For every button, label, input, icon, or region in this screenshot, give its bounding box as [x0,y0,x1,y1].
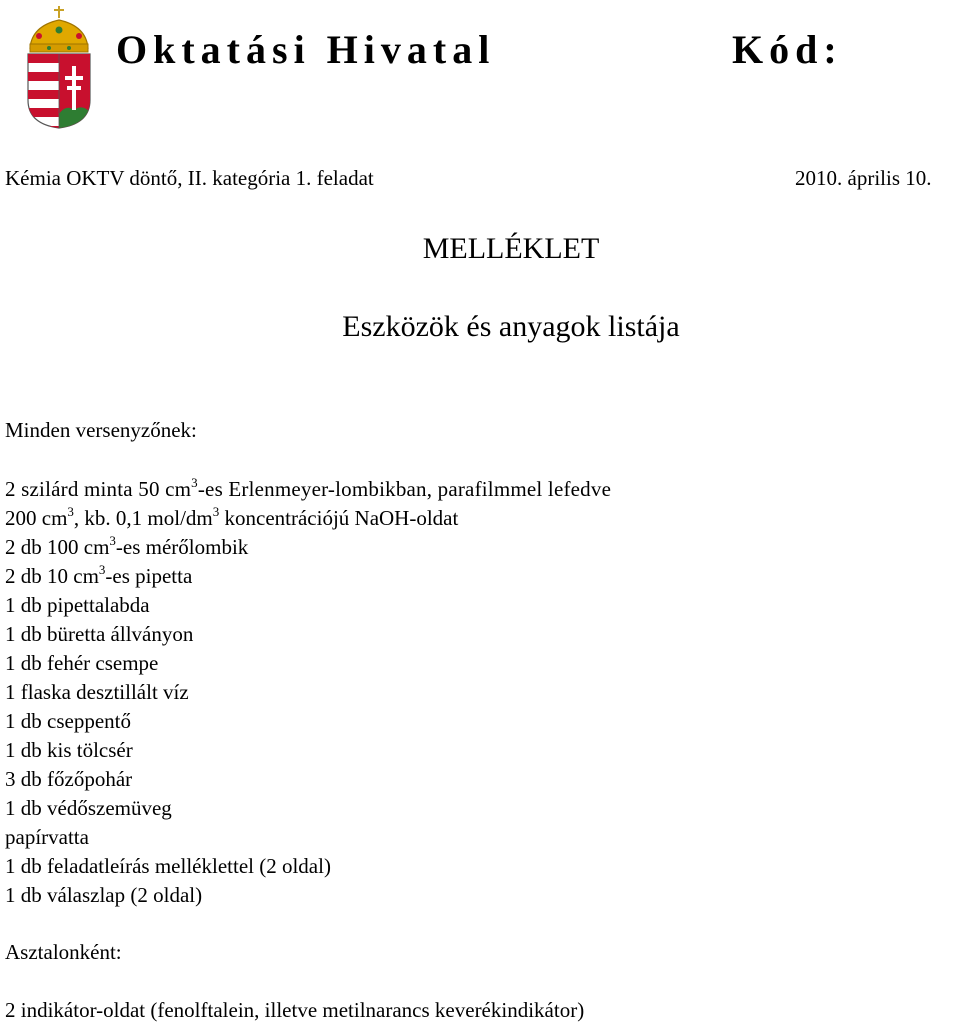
list-item: 1 db pipettalabda [5,593,150,617]
list-item: 200 $cm^3$, kb. 0,1 mol/$dm^3$ koncentrációjú NaOH-oldat [5,504,459,530]
section-label-competitors: Minden versenyzőnek: [5,418,197,442]
list-item: 1 db válaszlap (2 oldal) [5,883,203,907]
page-subtitle: Eszközök és anyagok listája [342,310,680,343]
list-item: 1 db büretta állványon [5,622,194,646]
page-title: MELLÉKLET [422,232,600,265]
shield-icon [28,54,90,130]
list-item: 1 flaska desztillált víz [5,680,189,704]
code-label: Kód: [732,27,843,72]
list-item: 2 indikátor-oldat (fenolftalein, illetve metilnarancs keverékindikátor) [5,998,585,1022]
exam-description: Kémia OKTV döntő, II. kategória 1. feladat [5,166,374,190]
list-item: papírvatta [5,825,89,849]
list-item: 2 db 10 $cm^3-es$ pipetta [5,562,193,588]
holy-crown-icon [30,6,88,52]
list-item: 1 db fehér csempe [5,651,159,675]
list-item: 1 db védőszemüveg [5,796,172,820]
exam-date: 2010. április 10. [795,166,932,190]
hungarian-coat-of-arms-logo [24,4,94,130]
list-item: 2 szilárd minta 50 $cm^3-es$ Erlenmeyer-lombikban, parafilmmel lefedve [5,475,612,501]
list-item: 2 db 100 $cm^3-es$ mérőlombik [5,533,249,559]
list-item: 1 db cseppentő [5,709,131,733]
section-label-per-table: Asztalonként: [5,940,122,964]
organization-title: Oktatási Hivatal [116,27,496,72]
list-item: 1 db feladatleírás melléklettel (2 oldal) [5,854,331,878]
list-item: 3 db főzőpohár [5,767,133,791]
list-item: 1 db kis tölcsér [5,738,133,762]
